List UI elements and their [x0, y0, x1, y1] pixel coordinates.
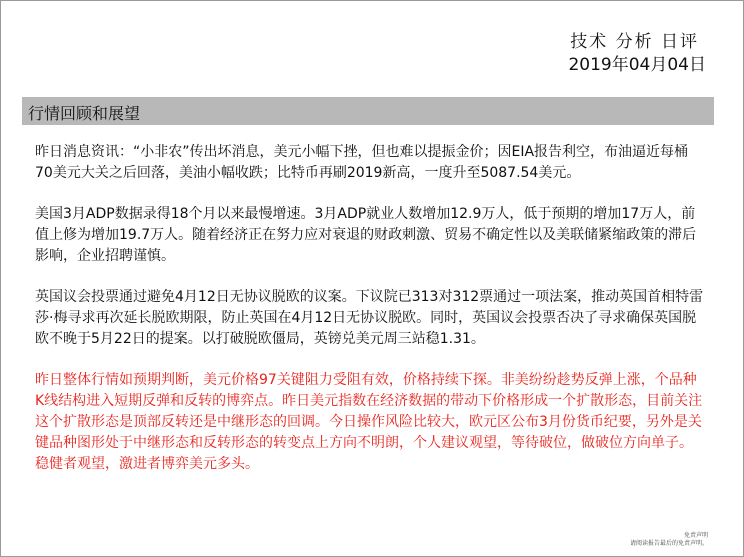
- report-type-title: 技术 分析 日评: [570, 32, 699, 52]
- news-paragraph: 美国3月ADP数据录得18个月以来最慢增速。3月ADP就业人数增加12.9万人，低于预期的增加17万人，前值上修为增加19.7万人。随着经济正在努力应对衰退的财政刺激、贸易不确定性以及美联储紧缩政策的滞后影响，企业招聘谨慎。: [35, 206, 697, 264]
- report-date: 2019年04月04日: [568, 55, 706, 75]
- news-paragraph: 昨日消息资讯：“小非农”传出坏消息，美元小幅下挫，但也难以提振金价；因EIA报告利空，布油逼近每桶70美元大关之后回落，美油小幅收跌；比特币再刷2019新高，一度升至5087.54美元。: [35, 144, 689, 181]
- disclaimer-note: 请阅读报告最后的免责声明。: [629, 540, 708, 547]
- report-body: [35, 142, 705, 495]
- disclaimer-title: 免责声明: [683, 532, 708, 539]
- section-title: 行情回顾和展望: [28, 104, 141, 123]
- disclaimer-footer: [630, 532, 708, 548]
- news-paragraph: 英国议会投票通过避免4月12日无协议脱欧的议案。下议院已313对312票通过一项法案，推动英国首相特雷莎·梅寻求再次延长脱欧期限，防止英国在4月12日无协议脱欧。同时，英国议会投票否决了寻求确保英国脱欧不晚于5月22日的提案。以打破脱欧僵局，英镑兑美元周三站稳1.31。: [35, 289, 704, 347]
- analysis-paragraph: 昨日整体行情如预期判断，美元价格97关键阻力受阻有效，价格持续下探。非美纷纷趁势反弹上涨，个品种K线结构进入短期反弹和反转的博弈点。昨日美元指数在经济数据的带动下价格形成一个扩散形态，目前关注这个扩散形态是顶部反转还是中继形态的回调。今日操作风险比较大，欧元区公布3月份货币纪要，另外是关键品种图形处于中继形态和反转形态的转变点上方向不明朗，个人建议观望，等待破位，做破位方向单子。稳健者观望，激进者博弈美元多头。: [35, 372, 703, 472]
- section-header-bar: [22, 97, 714, 125]
